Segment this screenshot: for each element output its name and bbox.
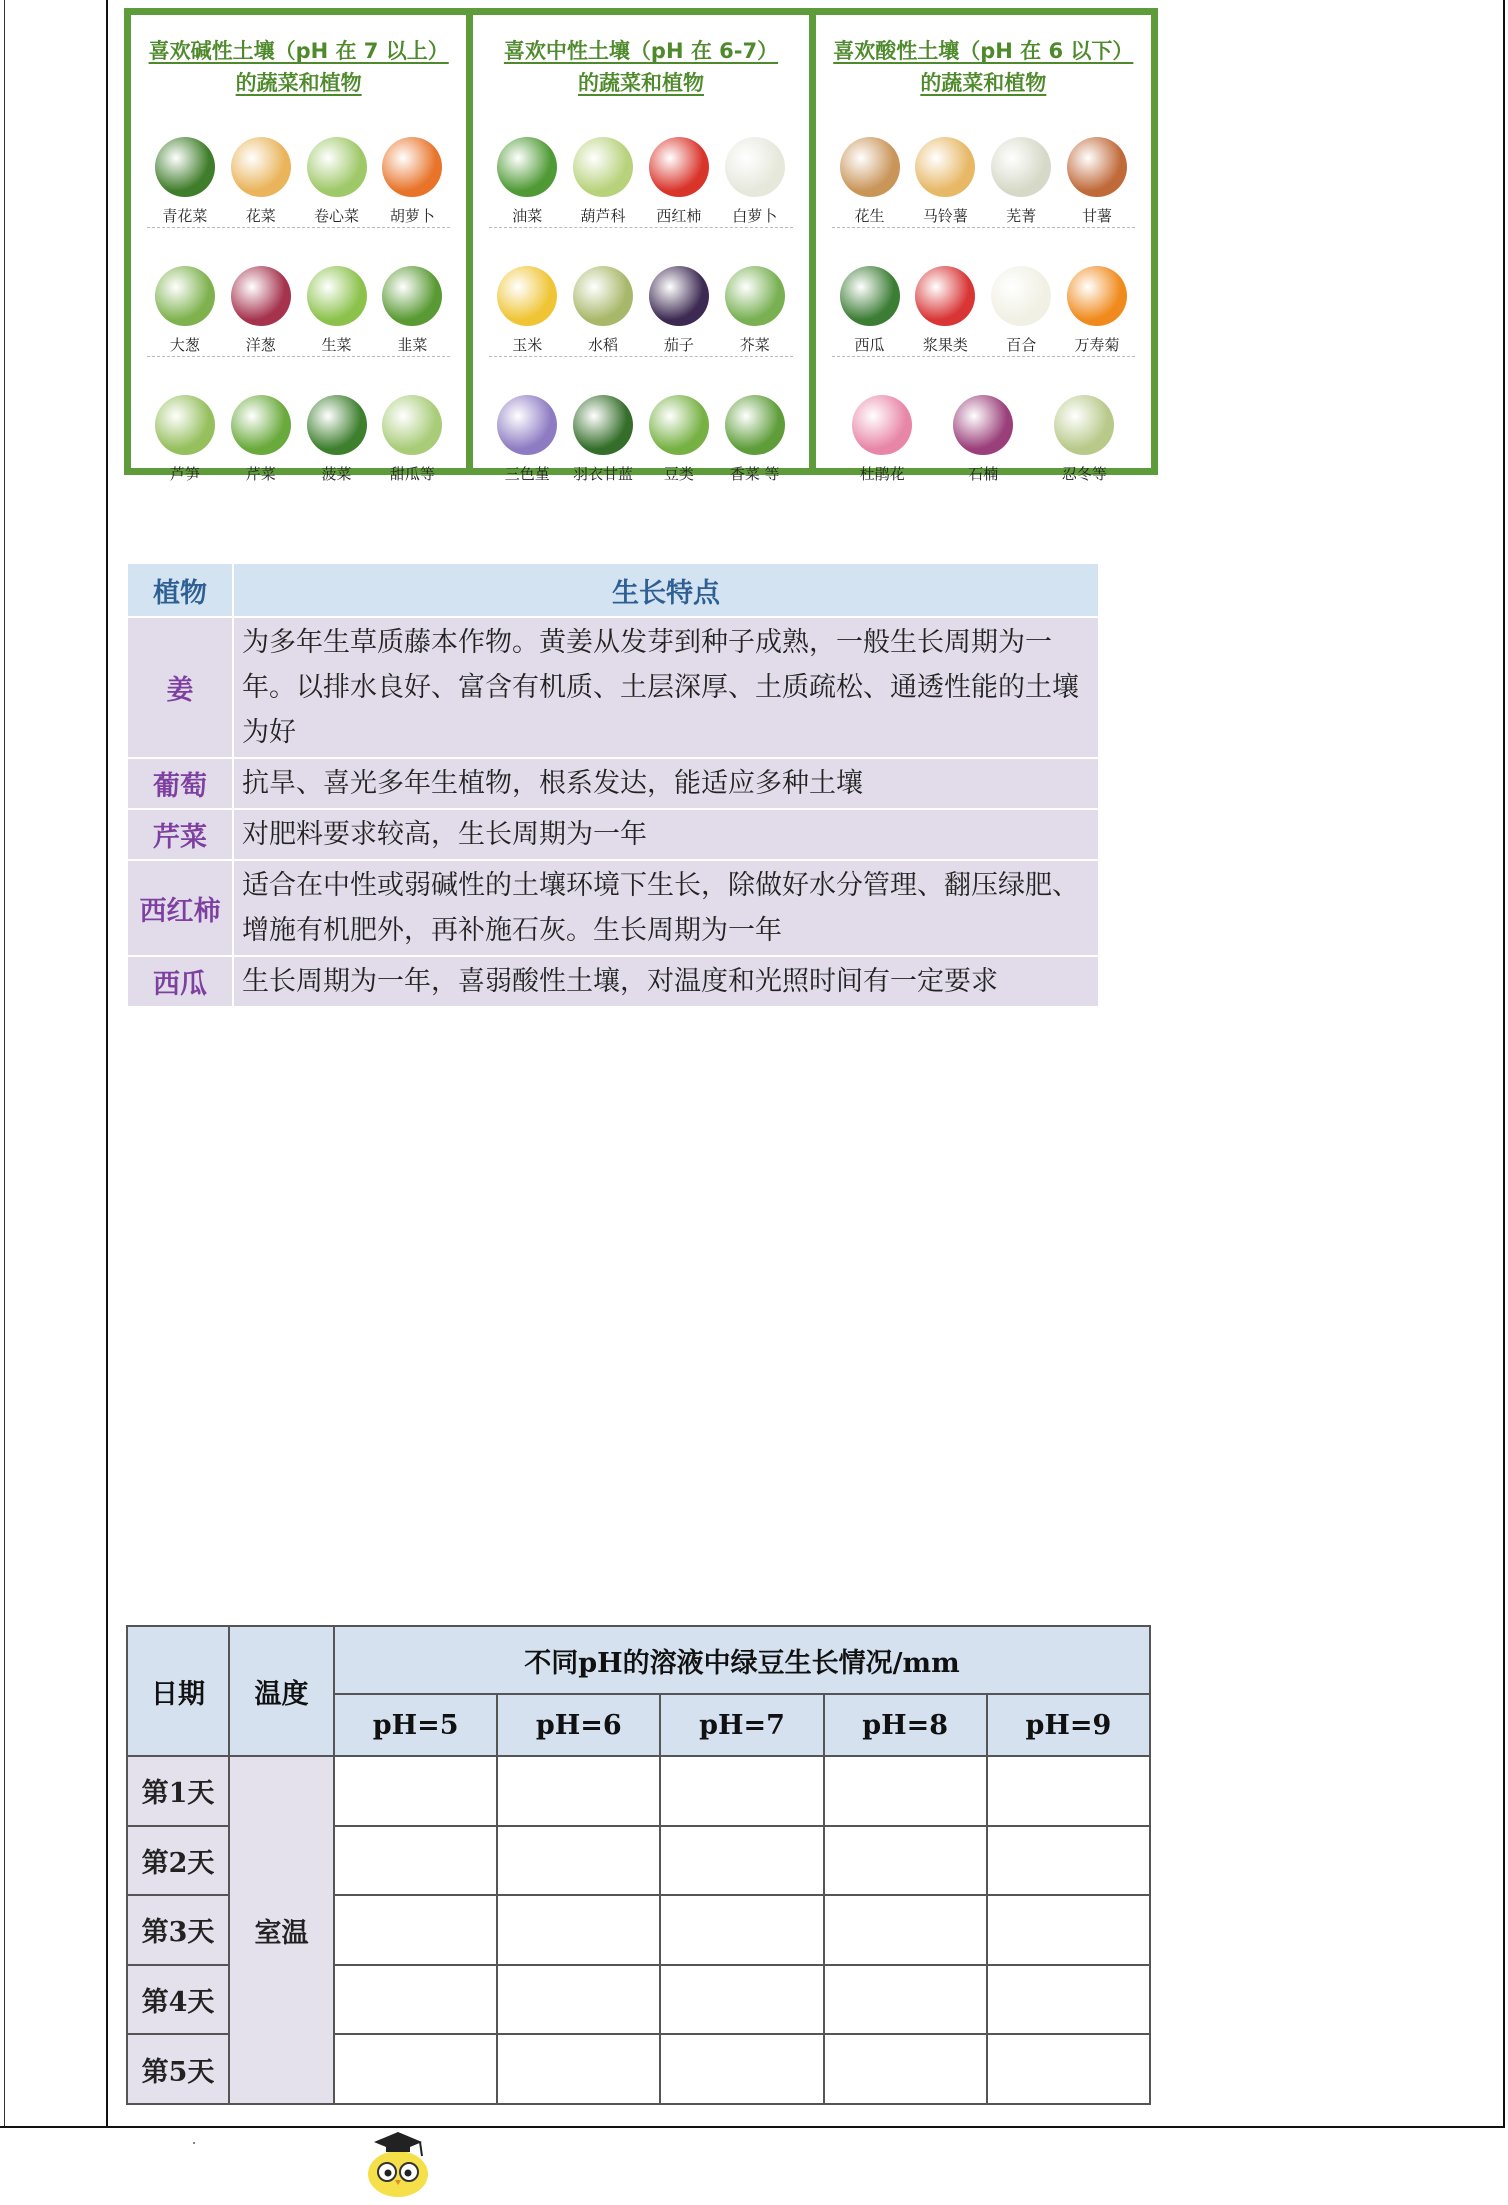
data-cell[interactable] [497, 1895, 660, 1965]
data-cell[interactable] [660, 1826, 823, 1896]
table-row [127, 956, 1099, 1007]
plant-image-icon [991, 137, 1051, 197]
panel-title-line2: 的蔬菜和植物 [577, 71, 704, 95]
page-border-bottom [0, 2126, 1505, 2128]
plant-traits: 生长周期为一年，喜弱酸性土壤，对温度和光照时间有一定要求 [233, 956, 1099, 1007]
plant-name: 芹菜 [127, 809, 233, 860]
plant-item [984, 137, 1058, 227]
plant-label: 韭菜 [397, 336, 428, 354]
plant-row [489, 357, 792, 485]
header-ph-5: pH=5 [334, 1694, 497, 1756]
plant-label: 油菜 [512, 207, 543, 225]
panel-title-line1: 喜欢中性土壤（pH 在 6-7） [503, 39, 779, 63]
plant-name: 西红柿 [127, 860, 233, 956]
soil-ph-infographic [124, 8, 1158, 483]
plant-image-icon [953, 395, 1013, 455]
header-date: 日期 [127, 1626, 229, 1756]
plant-label: 洋葱 [245, 336, 276, 354]
table-row [127, 809, 1099, 860]
plant-image-icon [991, 266, 1051, 326]
data-cell[interactable] [824, 1826, 987, 1896]
table-header-row [127, 1626, 1150, 1694]
plant-image-icon [382, 137, 442, 197]
plant-item [642, 137, 716, 227]
plant-label: 茄子 [663, 336, 694, 354]
header-temperature: 温度 [229, 1626, 334, 1756]
data-cell[interactable] [660, 1756, 823, 1826]
plant-item [908, 137, 982, 227]
plant-item [845, 395, 919, 485]
day-label: 第4天 [127, 1965, 229, 2035]
plant-image-icon [649, 395, 709, 455]
plant-image-icon [573, 395, 633, 455]
plant-item [642, 266, 716, 356]
plant-item [718, 266, 792, 356]
day-label: 第5天 [127, 2034, 229, 2104]
plant-image-icon [497, 137, 557, 197]
data-cell[interactable] [497, 2034, 660, 2104]
plant-image-icon [649, 137, 709, 197]
plant-label: 卷心菜 [314, 207, 360, 225]
plant-label: 甜瓜等 [389, 465, 435, 483]
plant-item [300, 395, 374, 485]
data-cell[interactable] [334, 1826, 497, 1896]
data-cell[interactable] [987, 1895, 1150, 1965]
plant-label: 生菜 [321, 336, 352, 354]
owl-mascot-icon [364, 2128, 432, 2198]
temperature-value: 室温 [229, 1756, 334, 2104]
plant-label: 大葱 [169, 336, 200, 354]
data-cell[interactable] [334, 1965, 497, 2035]
plant-image-icon [852, 395, 912, 455]
plant-label: 豆类 [663, 465, 694, 483]
plant-image-icon [497, 395, 557, 455]
plant-row [147, 99, 450, 228]
plant-traits: 对肥料要求较高，生长周期为一年 [233, 809, 1099, 860]
table-row [127, 860, 1099, 956]
plant-label: 白萝卜 [732, 207, 778, 225]
header-ph-6: pH=6 [497, 1694, 660, 1756]
plant-image-icon [1067, 137, 1127, 197]
plant-item [833, 266, 907, 356]
plant-image-icon [725, 395, 785, 455]
day-label: 第1天 [127, 1756, 229, 1826]
plant-image-icon [231, 137, 291, 197]
plant-image-icon [497, 266, 557, 326]
plant-label: 香菜 等 [729, 465, 780, 483]
plant-label: 芹菜 [245, 465, 276, 483]
stray-dot [193, 2142, 195, 2144]
plant-item [566, 395, 640, 485]
plant-item [224, 395, 298, 485]
table-row [127, 617, 1099, 758]
plant-image-icon [307, 137, 367, 197]
plant-item [224, 137, 298, 227]
plant-label: 羽衣甘蓝 [573, 465, 634, 483]
plant-item [490, 137, 564, 227]
day-label: 第3天 [127, 1895, 229, 1965]
header-traits: 生长特点 [233, 563, 1099, 617]
plant-image-icon [382, 266, 442, 326]
plant-label: 玉米 [512, 336, 543, 354]
plant-item [566, 266, 640, 356]
data-cell[interactable] [824, 1756, 987, 1826]
plant-item [566, 137, 640, 227]
mung-bean-experiment-table [126, 1625, 1151, 2105]
plant-label: 胡萝卜 [389, 207, 435, 225]
data-cell[interactable] [824, 2034, 987, 2104]
plant-image-icon [1067, 266, 1127, 326]
plant-label: 西红柿 [656, 207, 702, 225]
plant-item [984, 266, 1058, 356]
plant-item [642, 395, 716, 485]
plant-image-icon [649, 266, 709, 326]
data-cell[interactable] [497, 1756, 660, 1826]
data-cell[interactable] [824, 1895, 987, 1965]
plant-item [908, 266, 982, 356]
data-cell[interactable] [987, 2034, 1150, 2104]
plant-label: 花生 [854, 207, 885, 225]
plant-traits: 为多年生草质藤本作物。黄姜从发芽到种子成熟，一般生长周期为一年。以排水良好、富含有机质、土层深厚、土质疏松、通透性能的土壤为好 [233, 617, 1099, 758]
plant-image-icon [915, 266, 975, 326]
plant-image-icon [840, 266, 900, 326]
plant-item [718, 137, 792, 227]
data-cell[interactable] [334, 1756, 497, 1826]
data-cell[interactable] [987, 1756, 1150, 1826]
panel-title-line2: 的蔬菜和植物 [920, 71, 1047, 95]
plant-item [375, 137, 449, 227]
data-cell[interactable] [987, 1965, 1150, 2035]
plant-item [946, 395, 1020, 485]
data-cell[interactable] [660, 2034, 823, 2104]
plant-image-icon [725, 137, 785, 197]
plant-row [832, 357, 1135, 485]
data-cell[interactable] [987, 1826, 1150, 1896]
table-row [127, 1756, 1150, 1826]
plant-label: 芜菁 [1006, 207, 1037, 225]
plant-label: 菠菜 [321, 465, 352, 483]
data-cell[interactable] [824, 1965, 987, 2035]
plant-item [490, 395, 564, 485]
plant-label: 忍冬等 [1061, 465, 1107, 483]
panel-acidic [816, 15, 1151, 483]
plant-label: 马铃薯 [922, 207, 968, 225]
plant-image-icon [155, 137, 215, 197]
plant-name: 姜 [127, 617, 233, 758]
table-header-row [127, 563, 1099, 617]
plant-label: 甘薯 [1082, 207, 1113, 225]
data-cell[interactable] [334, 1895, 497, 1965]
data-cell[interactable] [497, 1826, 660, 1896]
header-plant: 植物 [127, 563, 233, 617]
plant-label: 西瓜 [854, 336, 885, 354]
plant-image-icon [915, 137, 975, 197]
table-row [127, 758, 1099, 809]
plant-traits: 适合在中性或弱碱性的土壤环境下生长，除做好水分管理、翻压绿肥、增施有机肥外，再补施石灰。生长周期为一年 [233, 860, 1099, 956]
data-cell[interactable] [660, 1895, 823, 1965]
plant-label: 万寿菊 [1074, 336, 1120, 354]
panel-neutral [473, 15, 808, 483]
plant-item [224, 266, 298, 356]
plant-label: 石楠 [968, 465, 999, 483]
day-label: 第2天 [127, 1826, 229, 1896]
panel-title [483, 35, 798, 99]
plant-label: 杜鹃花 [859, 465, 905, 483]
plant-name: 葡萄 [127, 758, 233, 809]
plant-item [1047, 395, 1121, 485]
plant-image-icon [155, 395, 215, 455]
header-ph-8: pH=8 [824, 1694, 987, 1756]
plant-item [1060, 266, 1134, 356]
plant-image-icon [231, 266, 291, 326]
plant-label: 芦笋 [169, 465, 200, 483]
panel-title [826, 35, 1141, 99]
plant-image-icon [307, 266, 367, 326]
plant-row [147, 228, 450, 357]
plant-image-icon [840, 137, 900, 197]
plant-label: 花菜 [245, 207, 276, 225]
plant-item [1060, 137, 1134, 227]
plant-image-icon [725, 266, 785, 326]
header-ph-group: 不同pH的溶液中绿豆生长情况/mm [334, 1626, 1150, 1694]
plant-row [147, 357, 450, 485]
plant-row [489, 228, 792, 357]
data-cell[interactable] [660, 1965, 823, 2035]
plant-label: 葫芦科 [580, 207, 626, 225]
plant-item [300, 266, 374, 356]
plant-row [832, 99, 1135, 228]
plant-label: 百合 [1006, 336, 1037, 354]
plant-image-icon [155, 266, 215, 326]
plant-image-icon [573, 266, 633, 326]
plant-item [718, 395, 792, 485]
plant-image-icon [1054, 395, 1114, 455]
plant-item [300, 137, 374, 227]
panel-title [141, 35, 456, 99]
plant-name: 西瓜 [127, 956, 233, 1007]
panel-alkaline [131, 15, 466, 483]
plant-traits: 抗旱、喜光多年生植物，根系发达，能适应多种土壤 [233, 758, 1099, 809]
plant-image-icon [382, 395, 442, 455]
plant-image-icon [307, 395, 367, 455]
page-border-right [1503, 0, 1505, 2128]
data-cell[interactable] [334, 2034, 497, 2104]
plant-image-icon [231, 395, 291, 455]
plant-item [375, 266, 449, 356]
plant-label: 三色堇 [504, 465, 550, 483]
plant-item [148, 137, 222, 227]
plant-item [490, 266, 564, 356]
plant-image-icon [573, 137, 633, 197]
plant-label: 浆果类 [922, 336, 968, 354]
panel-title-line1: 喜欢碱性土壤（pH 在 7 以上） [148, 39, 449, 63]
plant-label: 青花菜 [162, 207, 208, 225]
panel-title-line2: 的蔬菜和植物 [235, 71, 362, 95]
header-ph-7: pH=7 [660, 1694, 823, 1756]
panel-title-line1: 喜欢酸性土壤（pH 在 6 以下） [833, 39, 1134, 63]
plant-label: 水稻 [588, 336, 619, 354]
plant-row [489, 99, 792, 228]
plant-row [832, 228, 1135, 357]
plant-item [148, 266, 222, 356]
header-ph-9: pH=9 [987, 1694, 1150, 1756]
plant-item [833, 137, 907, 227]
page-border-left [106, 0, 108, 2128]
data-cell[interactable] [497, 1965, 660, 2035]
plant-item [375, 395, 449, 485]
plant-growth-table [126, 562, 1100, 1008]
page-border-left-outer [4, 0, 5, 2128]
plant-item [148, 395, 222, 485]
plant-label: 芥菜 [739, 336, 770, 354]
